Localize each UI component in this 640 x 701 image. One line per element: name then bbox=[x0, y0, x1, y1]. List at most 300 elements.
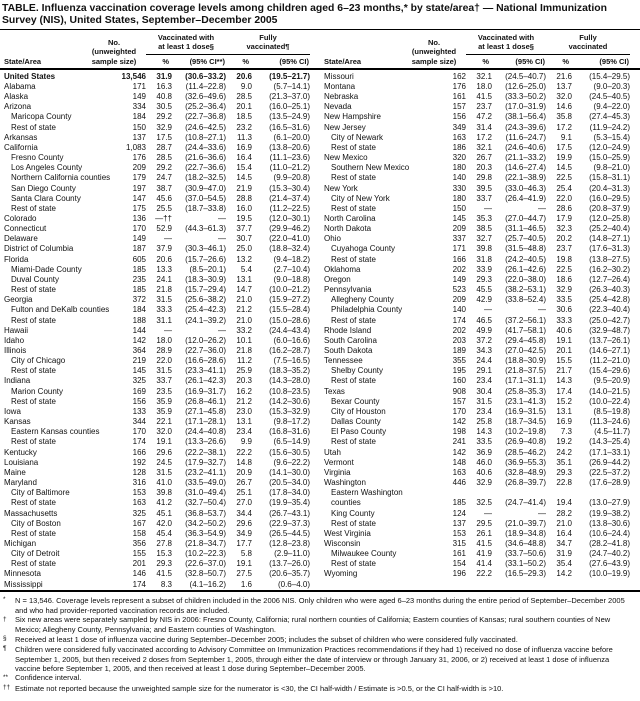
fully-pct-cell: 30.7 bbox=[236, 234, 252, 244]
dose-ci-cell: (37.2–56.1) bbox=[505, 315, 546, 325]
dose-ci-cell: (24.7–41.4) bbox=[505, 498, 546, 508]
state-area-cell: Allegheny County bbox=[331, 295, 394, 305]
sample-size-cell: 180 bbox=[452, 163, 466, 173]
sample-size-cell: 142 bbox=[132, 335, 146, 345]
dose-ci-cell: (24.3–39.6) bbox=[505, 122, 546, 132]
fully-ci-cell: (10.0–19.9) bbox=[589, 569, 630, 579]
dose-pct-cell: 33.9 bbox=[476, 264, 492, 274]
dose-ci-cell: (32.8–50.7) bbox=[185, 569, 226, 579]
state-area-cell: Maricopa County bbox=[11, 112, 72, 122]
dose-ci-cell: (30.9–47.0) bbox=[185, 183, 226, 193]
dose-ci-cell: (26.1–42.3) bbox=[185, 376, 226, 386]
table-row bbox=[2, 194, 310, 204]
fully-pct-cell: 13.2 bbox=[236, 254, 252, 264]
sample-size-cell: 128 bbox=[132, 467, 146, 477]
sample-size-cell: 605 bbox=[132, 254, 146, 264]
sample-size-cell: 170 bbox=[132, 224, 146, 234]
dose-pct-cell: — bbox=[484, 203, 492, 213]
fully-pct-cell: 21.0 bbox=[236, 295, 252, 305]
dose-ci-cell: (8.5–20.1) bbox=[189, 264, 226, 274]
table-row bbox=[322, 346, 630, 356]
footnote-marker: †† bbox=[3, 684, 11, 692]
fully-ci-cell: (22.9–37.3) bbox=[269, 518, 310, 528]
sample-size-cell: 344 bbox=[132, 417, 146, 427]
state-area-cell: Cuyahoga County bbox=[331, 244, 396, 254]
state-area-cell: Fulton and DeKalb counties bbox=[11, 305, 110, 315]
state-area-cell: Milwaukee County bbox=[331, 549, 397, 559]
fully-ci-cell: (16.2–30.2) bbox=[589, 264, 630, 274]
dose-ci-cell: (15.7–26.6) bbox=[185, 254, 226, 264]
table-body bbox=[0, 70, 640, 590]
table-row bbox=[2, 224, 310, 234]
dose-pct-cell: 31.9 bbox=[156, 71, 172, 81]
fully-pct-cell: 16.0 bbox=[236, 203, 252, 213]
state-area-cell: City of Houston bbox=[331, 406, 386, 416]
dose-pct-cell: 45.1 bbox=[156, 508, 172, 518]
dose-group-header: Vaccinated with at least 1 dose§ % (95% CI**) bbox=[146, 33, 226, 66]
dose-pct-cell: 23.5 bbox=[156, 386, 172, 396]
state-area-cell: Rest of state bbox=[331, 437, 376, 447]
fully-ci-cell: (16.8–31.6) bbox=[269, 427, 310, 437]
fully-pct-cell: 14.8 bbox=[236, 457, 252, 467]
dose-ci-cell: (25.7–40.5) bbox=[505, 234, 546, 244]
state-area-cell: Rest of state bbox=[11, 396, 56, 406]
sample-size-cell: 157 bbox=[452, 102, 466, 112]
dose-pct-cell: — bbox=[484, 508, 492, 518]
sample-size-cell: 174 bbox=[452, 315, 466, 325]
fully-ci-cell: (14.8–27.1) bbox=[589, 234, 630, 244]
table-row bbox=[2, 326, 310, 336]
state-area-cell: Kansas bbox=[4, 417, 31, 427]
dose-ci-cell: (30.6–33.2) bbox=[185, 71, 226, 81]
dose-ci-cell: (26.4–41.9) bbox=[505, 193, 546, 203]
sample-size-cell: 167 bbox=[132, 518, 146, 528]
fully-pct-cell: 19.1 bbox=[236, 559, 252, 569]
state-area-cell: Bexar County bbox=[331, 396, 380, 406]
fully-ci-cell: (19.9–35.4) bbox=[269, 498, 310, 508]
fully-ci-cell: (26.3–40.3) bbox=[589, 285, 630, 295]
state-area-cell: Arizona bbox=[4, 102, 32, 112]
fully-ci-cell: (9.8–21.0) bbox=[593, 163, 630, 173]
dose-ci-cell: (23.1–41.3) bbox=[505, 396, 546, 406]
dose-ci-cell: (10.2–22.3) bbox=[185, 549, 226, 559]
dose-ci-cell: (22.6–37.0) bbox=[185, 559, 226, 569]
fully-ci-cell: (24.7–40.2) bbox=[589, 549, 630, 559]
sample-size-cell: 330 bbox=[452, 183, 466, 193]
dose-pct-cell: 31.5 bbox=[156, 467, 172, 477]
state-area-cell: City of Newark bbox=[331, 132, 384, 142]
table-row bbox=[322, 529, 630, 539]
dose-pct-cell: 46.0 bbox=[476, 457, 492, 467]
dose-ci-cell: (22.7–36.0) bbox=[185, 346, 226, 356]
fully-pct-cell: 17.4 bbox=[556, 386, 572, 396]
dose-pct-cell: 18.0 bbox=[156, 335, 172, 345]
state-area-cell: North Dakota bbox=[324, 224, 372, 234]
fully-ci-cell: (13.8–20.6) bbox=[269, 142, 310, 152]
table-row bbox=[2, 580, 310, 590]
sample-size-cell: 356 bbox=[132, 538, 146, 548]
fully-pct-cell: 34.7 bbox=[556, 538, 572, 548]
fully-ci-cell: (20.6–35.7) bbox=[269, 569, 310, 579]
dose-ci-cell: (17.1–28.1) bbox=[185, 417, 226, 427]
table-row bbox=[322, 143, 630, 153]
sample-size-cell: 179 bbox=[132, 173, 146, 183]
table-row bbox=[2, 92, 310, 102]
fully-pct-cell: 27.0 bbox=[236, 498, 252, 508]
state-area-cell: Santa Clara County bbox=[11, 193, 81, 203]
table-row bbox=[2, 397, 310, 407]
table-row bbox=[322, 92, 630, 102]
table-row bbox=[322, 234, 630, 244]
footnote bbox=[3, 684, 636, 694]
dose-ci-cell: (27.1–45.8) bbox=[185, 406, 226, 416]
table-row bbox=[2, 82, 310, 92]
state-area-cell: New Jersey bbox=[324, 122, 366, 132]
dose-pct-cell: — bbox=[484, 305, 492, 315]
dose-pct-cell: 32.7 bbox=[476, 234, 492, 244]
state-area-cell: Tennessee bbox=[324, 356, 363, 366]
sample-size-cell: 161 bbox=[452, 92, 466, 102]
fully-ci-cell: (13.5–24.9) bbox=[269, 112, 310, 122]
dose-pct-cell: 37.2 bbox=[476, 335, 492, 345]
state-area-cell: Southern New Mexico bbox=[331, 163, 410, 173]
fully-ci-cell: (32.9–48.7) bbox=[589, 325, 630, 335]
table-row bbox=[322, 163, 630, 173]
footnote-marker: † bbox=[3, 615, 7, 623]
table-row bbox=[322, 305, 630, 315]
fully-pct-cell: 33.2 bbox=[236, 325, 252, 335]
state-area-cell: Maine bbox=[4, 467, 26, 477]
fully-pct-cell: 13.1 bbox=[236, 274, 252, 284]
dose-pct-cell: 31.8 bbox=[476, 254, 492, 264]
fully-ci-cell: (19.5–21.7) bbox=[269, 71, 310, 81]
sample-size-cell: 170 bbox=[132, 427, 146, 437]
sample-size-cell: 155 bbox=[132, 549, 146, 559]
table-row bbox=[322, 204, 630, 214]
fully-group-header: Fully vaccinated¶ % (95% CI) bbox=[226, 33, 310, 66]
fully-pct-cell: 28.8 bbox=[236, 193, 252, 203]
dose-ci-cell: (4.1–16.2) bbox=[189, 579, 226, 589]
fully-pct-cell: 16.4 bbox=[236, 153, 252, 163]
sample-size-cell: 241 bbox=[452, 437, 466, 447]
table-row bbox=[2, 72, 310, 82]
state-area-header: State/Area bbox=[324, 56, 362, 66]
sample-size-cell: 150 bbox=[452, 203, 466, 213]
state-area-cell: Los Angeles County bbox=[11, 163, 83, 173]
fully-ci-cell: (10.0–21.2) bbox=[269, 285, 310, 295]
table-row bbox=[2, 316, 310, 326]
footnote-text: Estimate not reported because the unweighted sample size for the numerator is <30, the CI half-width / Estimate is >0.5, or the CI half-width is >10. bbox=[15, 683, 504, 693]
dose-pct-cell: 23.7 bbox=[476, 102, 492, 112]
state-area-cell: Rest of state bbox=[331, 254, 376, 264]
dose-pct-cell: 24.7 bbox=[156, 173, 172, 183]
sample-size-cell: 162 bbox=[452, 71, 466, 81]
fully-pct-cell: 14.6 bbox=[556, 102, 572, 112]
dose-ci-cell: — bbox=[538, 305, 546, 315]
dose-ci-cell: (23.3–41.1) bbox=[185, 366, 226, 376]
fully-ci-cell: (26.7–43.1) bbox=[269, 508, 310, 518]
dose-pct-cell: 42.9 bbox=[476, 295, 492, 305]
dose-ci-cell: (26.9–40.8) bbox=[505, 437, 546, 447]
dose-pct-cell: 14.3 bbox=[476, 427, 492, 437]
state-area-cell: North Carolina bbox=[324, 213, 376, 223]
fully-ci-cell: (12.8–23.8) bbox=[269, 538, 310, 548]
fully-ci-cell: (11.1–23.6) bbox=[269, 153, 310, 163]
table-row bbox=[2, 387, 310, 397]
dose-ci-cell: (18.3–30.9) bbox=[185, 274, 226, 284]
sample-size-cell: 209 bbox=[452, 295, 466, 305]
dose-ci-cell: — bbox=[218, 234, 226, 244]
table-row bbox=[2, 549, 310, 559]
sample-size-cell: 209 bbox=[132, 163, 146, 173]
dose-pct-cell: 24.1 bbox=[156, 274, 172, 284]
fully-ci-cell: (27.4–45.3) bbox=[589, 112, 630, 122]
dose-pct-cell: 35.3 bbox=[476, 213, 492, 223]
fully-pct-cell: 17.9 bbox=[556, 213, 572, 223]
dose-ci-cell: (36.8–53.7) bbox=[185, 508, 226, 518]
state-area-cell: Rest of state bbox=[11, 366, 56, 376]
fully-pct-cell: 20.2 bbox=[556, 234, 572, 244]
dose-pct-cell: —†† bbox=[155, 213, 172, 223]
fully-pct-cell: 33.5 bbox=[556, 295, 572, 305]
sample-size-cell: 174 bbox=[132, 579, 146, 589]
table-row bbox=[322, 123, 630, 133]
dose-pct-cell: 18.0 bbox=[476, 81, 492, 91]
dose-ci-cell: (31.0–49.4) bbox=[185, 488, 226, 498]
state-area-cell: Wisconsin bbox=[324, 538, 361, 548]
dose-ci-cell: (21.8–34.7) bbox=[185, 538, 226, 548]
fully-pct-cell: 34.4 bbox=[236, 508, 252, 518]
fully-ci-cell: (27.6–43.9) bbox=[589, 559, 630, 569]
table-row bbox=[322, 316, 630, 326]
dose-ci-cell: (41.7–58.1) bbox=[505, 325, 546, 335]
footnote bbox=[3, 615, 636, 634]
sample-size-cell: 145 bbox=[132, 366, 146, 376]
dose-ci-cell: (15.7–29.4) bbox=[185, 285, 226, 295]
fully-pct-cell: 21.2 bbox=[236, 305, 252, 315]
table-row bbox=[2, 265, 310, 275]
dose-pct-cell: 35.9 bbox=[156, 406, 172, 416]
state-area-cell: City of Chicago bbox=[11, 356, 66, 366]
dose-ci-cell: (32.8–48.9) bbox=[505, 467, 546, 477]
state-area-cell: Louisiana bbox=[4, 457, 39, 467]
fully-pct-cell: 11.3 bbox=[237, 132, 252, 142]
dose-pct-cell: 45.6 bbox=[156, 193, 172, 203]
dose-ci-cell: (29.4–45.8) bbox=[505, 335, 546, 345]
sample-size-cell: 158 bbox=[132, 528, 146, 538]
dose-ci-cell: (13.3–26.6) bbox=[185, 437, 226, 447]
dose-pct-cell: 42.0 bbox=[156, 518, 172, 528]
dose-pct-cell: 26.7 bbox=[476, 153, 492, 163]
table-row bbox=[322, 458, 630, 468]
table-row bbox=[2, 112, 310, 122]
fully-ci-cell: (21.3–37.0) bbox=[269, 92, 310, 102]
fully-ci-cell: (18.8–32.4) bbox=[269, 244, 310, 254]
sample-size-cell: 185 bbox=[452, 498, 466, 508]
fully-pct-cell: 21.2 bbox=[236, 396, 252, 406]
fully-pct-cell: 11.2 bbox=[237, 356, 252, 366]
sample-size-cell: 325 bbox=[132, 376, 146, 386]
dose-pct-cell: 45.4 bbox=[156, 528, 172, 538]
dose-ci-cell: (25.2–36.4) bbox=[185, 102, 226, 112]
table-row bbox=[322, 184, 630, 194]
fully-ci-cell: (15.0–28.6) bbox=[269, 315, 310, 325]
fully-ci-cell: (9.0–20.3) bbox=[593, 81, 630, 91]
sample-size-cell: 166 bbox=[452, 254, 466, 264]
table-row bbox=[2, 163, 310, 173]
table-row bbox=[2, 204, 310, 214]
table-row bbox=[2, 244, 310, 254]
sample-size-cell: 157 bbox=[452, 396, 466, 406]
sample-size-cell: 184 bbox=[132, 112, 146, 122]
sample-size-cell: 184 bbox=[132, 305, 146, 315]
table-row bbox=[322, 214, 630, 224]
fully-ci-cell: (10.0–22.4) bbox=[589, 396, 630, 406]
state-area-cell: Minnesota bbox=[4, 569, 41, 579]
dose-ci-cell: (16.9–31.7) bbox=[185, 386, 226, 396]
dose-ci-cell: (32.7–50.4) bbox=[185, 498, 226, 508]
fully-pct-cell: 28.6 bbox=[556, 203, 572, 213]
state-area-cell: Maryland bbox=[4, 478, 37, 488]
dose-ci-cell: — bbox=[218, 213, 226, 223]
fully-pct-cell: 22.5 bbox=[556, 173, 572, 183]
footnote-text: N = 13,546. Coverage levels represent a subset of children included in the 2006 NIS. Only children who were aged 6–23 months during the entire period of September–December 2005 and who had provider-reported vaccination records are included. bbox=[15, 595, 625, 615]
fully-ci-cell: (12.0–30.1) bbox=[269, 213, 310, 223]
fully-ci-cell: (19.9–38.2) bbox=[589, 508, 630, 518]
state-area-cell: Rest of state bbox=[11, 122, 56, 132]
table-row bbox=[322, 295, 630, 305]
state-area-cell: Rest of state bbox=[331, 376, 376, 386]
table-row bbox=[322, 448, 630, 458]
state-area-cell: Rest of state bbox=[11, 285, 56, 295]
dose-ci-cell: (24.6–42.5) bbox=[185, 122, 226, 132]
dose-ci-cell: (27.0–44.7) bbox=[505, 213, 546, 223]
table-row bbox=[2, 448, 310, 458]
dose-ci-cell: (21.8–37.5) bbox=[505, 366, 546, 376]
table-row bbox=[322, 468, 630, 478]
table-row bbox=[2, 407, 310, 417]
dose-ci-cell: (17.9–32.7) bbox=[185, 457, 226, 467]
dose-ci-cell: (12.0–26.2) bbox=[185, 335, 226, 345]
state-area-cell: Rest of state bbox=[331, 315, 376, 325]
table-row bbox=[322, 478, 630, 488]
table-row bbox=[322, 539, 630, 549]
fully-group-header: Fully vaccinated % (95% CI) bbox=[546, 33, 630, 66]
table-row bbox=[2, 305, 310, 315]
fully-pct-cell: 14.2 bbox=[556, 569, 572, 579]
footnote bbox=[3, 673, 636, 683]
state-area-cell: Wyoming bbox=[324, 569, 358, 579]
fully-pct-cell: 10.1 bbox=[236, 335, 252, 345]
dose-ci-cell: — bbox=[538, 203, 546, 213]
table-row bbox=[322, 275, 630, 285]
sample-size-cell: 148 bbox=[452, 457, 466, 467]
state-area-cell: South Carolina bbox=[324, 335, 377, 345]
table-header bbox=[0, 30, 640, 68]
state-area-cell: Arkansas bbox=[4, 132, 38, 142]
fully-pct-cell: 16.9 bbox=[556, 417, 572, 427]
dose-pct-cell: 46.5 bbox=[476, 315, 492, 325]
table-row bbox=[322, 407, 630, 417]
dose-pct-cell: — bbox=[164, 325, 172, 335]
sample-size-cell: 149 bbox=[452, 274, 466, 284]
dose-ci-cell: (21.1–33.2) bbox=[505, 153, 546, 163]
dose-pct-cell: 24.5 bbox=[156, 457, 172, 467]
fully-ci-cell: (9.4–22.0) bbox=[593, 102, 630, 112]
fully-ci-cell: (24.5–40.5) bbox=[589, 92, 630, 102]
dose-ci-cell: (33.8–52.4) bbox=[505, 295, 546, 305]
fully-pct-cell: 13.7 bbox=[556, 81, 572, 91]
state-area-cell: Miami-Dade County bbox=[11, 264, 82, 274]
fully-pct-cell: 17.2 bbox=[556, 122, 572, 132]
dose-ci-cell: (33.3–50.2) bbox=[505, 92, 546, 102]
fully-ci-cell: (14.1–30.0) bbox=[269, 467, 310, 477]
dose-pct-cell: 47.2 bbox=[476, 112, 492, 122]
footnote bbox=[3, 645, 636, 674]
dose-ci-cell: (26.8–46.1) bbox=[185, 396, 226, 406]
dose-ci-cell: (14.6–27.4) bbox=[505, 163, 546, 173]
dose-ci-cell: (26.8–39.7) bbox=[505, 478, 546, 488]
dose-pct-cell: 37.9 bbox=[156, 244, 172, 254]
table-row bbox=[2, 569, 310, 579]
dose-pct-cell: 31.5 bbox=[476, 396, 492, 406]
fully-ci-cell: (12.7–26.4) bbox=[589, 274, 630, 284]
dose-ci-cell: (12.6–25.0) bbox=[505, 81, 546, 91]
dose-pct-cell: 32.5 bbox=[476, 498, 492, 508]
sample-size-cell: 147 bbox=[132, 193, 146, 203]
table-row bbox=[322, 326, 630, 336]
dose-pct-cell: 29.3 bbox=[476, 274, 492, 284]
state-area-cell: Montana bbox=[324, 81, 356, 91]
dose-ci-cell: (18.2–32.5) bbox=[185, 173, 226, 183]
fully-ci-cell: (24.4–43.4) bbox=[269, 325, 310, 335]
dose-ci-cell: (24.6–40.6) bbox=[505, 142, 546, 152]
state-area-cell: Michigan bbox=[4, 538, 37, 548]
fully-pct-cell: 35.8 bbox=[556, 112, 572, 122]
fully-pct-cell: 32.3 bbox=[556, 224, 572, 234]
fully-pct-cell: 25.1 bbox=[236, 488, 252, 498]
fully-pct-cell: 29.3 bbox=[556, 467, 572, 477]
dose-ci-cell: (17.1–31.1) bbox=[505, 376, 546, 386]
sample-size-cell: 316 bbox=[132, 478, 146, 488]
sample-size-cell: 235 bbox=[132, 274, 146, 284]
dose-ci-cell: (18.9–34.8) bbox=[505, 528, 546, 538]
dose-pct-cell: 28.5 bbox=[156, 153, 172, 163]
fully-pct-cell: 16.2 bbox=[236, 386, 252, 396]
dose-ci-cell: (17.0–31.9) bbox=[505, 102, 546, 112]
sample-size-cell: 142 bbox=[452, 417, 466, 427]
dose-ci-cell: (22.1–38.9) bbox=[505, 173, 546, 183]
table-row bbox=[2, 234, 310, 244]
sample-size-cell: 144 bbox=[132, 325, 146, 335]
dose-pct-cell: 29.2 bbox=[156, 163, 172, 173]
fully-pct-cell: 15.5 bbox=[556, 356, 572, 366]
dose-pct-cell: 38.5 bbox=[476, 224, 492, 234]
fully-ci-cell: (16.5–31.6) bbox=[269, 122, 310, 132]
state-area-cell: San Diego County bbox=[11, 183, 76, 193]
sample-size-cell: 219 bbox=[132, 356, 146, 366]
fully-pct-cell: 24.2 bbox=[556, 447, 572, 457]
state-area-cell: Northern California counties bbox=[11, 173, 111, 183]
sample-size-cell: 349 bbox=[452, 122, 466, 132]
fully-ci-cell: (15.9–27.2) bbox=[269, 295, 310, 305]
fully-ci-cell: (20.5–34.0) bbox=[269, 478, 310, 488]
dose-pct-cell: 32.0 bbox=[156, 427, 172, 437]
dose-pct-cell: 31.4 bbox=[476, 122, 492, 132]
dose-ci-cell: (31.1–46.5) bbox=[505, 224, 546, 234]
fully-ci-cell: (14.3–25.4) bbox=[589, 437, 630, 447]
fully-ci-cell: (16.0–25.1) bbox=[269, 102, 310, 112]
